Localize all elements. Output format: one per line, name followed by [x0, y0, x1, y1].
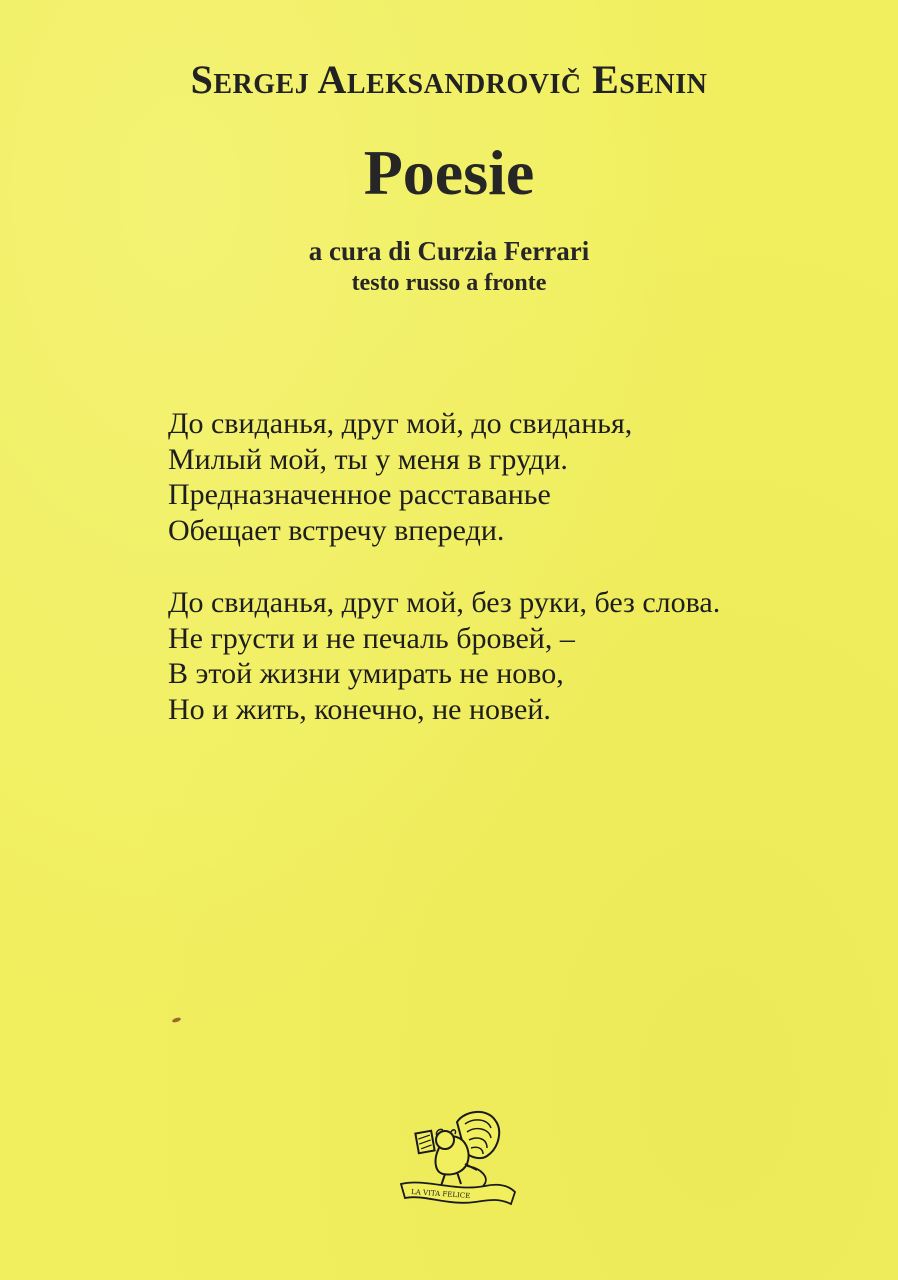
poem-line: В этой жизни умирать не ново,: [168, 657, 564, 690]
poem-line: До свиданья, друг мой, до свиданья,: [168, 407, 633, 440]
poem-line: До свиданья, друг мой, без руки, без слова.: [168, 586, 721, 619]
author-name: Sergej Aleksandrovič Esenin: [190, 57, 708, 102]
poem-line: Но и жить, конечно, не новей.: [168, 692, 551, 726]
edition-note: testo russo a fronte: [351, 270, 547, 296]
poem-line: Обещает встречу впереди.: [168, 513, 505, 547]
poem-line: Не грусти и не печаль бровей, –: [168, 621, 575, 655]
editor-credit: a cura di Curzia Ferrari: [308, 236, 590, 266]
book-title: Poesie: [363, 137, 535, 208]
publisher-logo-text: LA VITA FELICE: [410, 1187, 471, 1201]
poem-stanza-1: [168, 406, 808, 548]
poem-line: Предназначенное расставанье: [168, 478, 551, 511]
poem-stanza-2: [168, 585, 808, 727]
winged-lion-logo-icon: [395, 1108, 520, 1213]
poem-line: Милый мой, ты у меня в груди.: [168, 442, 568, 476]
paper-speck: [172, 1017, 182, 1024]
